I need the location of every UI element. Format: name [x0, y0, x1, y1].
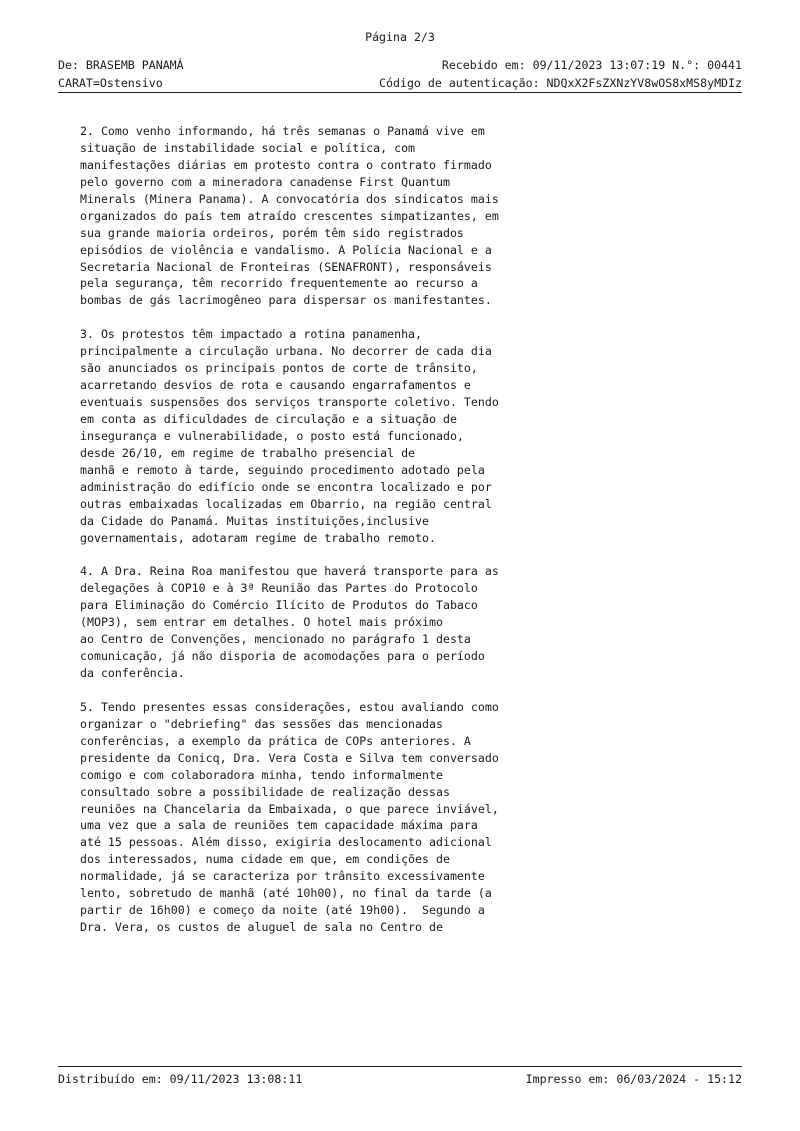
paragraph-line: Dra. Vera, os custos de aluguel de sala no Centro de [80, 920, 443, 935]
paragraph-line: da conferência. [80, 666, 185, 680]
paragraph-line: organizados do país tem atraído crescentes simpatizantes, em [80, 208, 499, 223]
paragraph-4 [80, 563, 640, 682]
paragraph-line: comigo e com colaboradora minha, tendo informalmente [80, 767, 443, 782]
paragraph-line: bombas de gás lacrimogêneo para dispersar os manifestantes. [80, 293, 492, 308]
paragraph-line: manhã e remoto à tarde, seguindo procedimento adotado pela [80, 462, 485, 477]
paragraph-line: 4. A Dra. Reina Roa manifestou que haverá transporte para as [80, 564, 499, 579]
printed-date: Impresso em: 06/03/2024 - 15:12 [525, 1072, 742, 1086]
paragraph-line: (MOP3), sem entrar em detalhes. O hotel mais próximo [80, 615, 443, 630]
paragraph-line: 5. Tendo presentes essas considerações, estou avaliando como [80, 699, 499, 714]
paragraph-line: comunicação, já não disporia de acomodações para o período [80, 649, 485, 664]
paragraph-line: principalmente a circulação urbana. No decorrer de cada dia [80, 344, 492, 359]
received-info: Recebido em: 09/11/2023 13:07:19 N.°: 00441 [441, 58, 742, 72]
paragraph-line: conferências, a exemplo da prática de COPs anteriores. A [80, 733, 471, 748]
sender-label: De: BRASEMB PANAMÁ [58, 58, 184, 72]
paragraph-5 [80, 699, 640, 936]
paragraph-line: Minerals (Minera Panama). A convocatória dos sindicatos mais [80, 191, 499, 206]
paragraph-line: partir de 16h00) e começo da noite (até 19h00). Segundo a [80, 903, 485, 918]
paragraph-line: desde 26/10, em regime de trabalho presencial de [80, 445, 416, 460]
footer-divider [58, 1066, 742, 1067]
paragraph-line: para Eliminação do Comércio Ilícito de Produtos do Tabaco [80, 598, 478, 613]
paragraph-line: situação de instabilidade social e política, com [80, 140, 416, 155]
paragraph-line: manifestações diárias em protesto contra o contrato firmado [80, 157, 492, 172]
footer [58, 1072, 742, 1086]
header-row-classification [58, 76, 742, 90]
paragraph-line: acarretando desvios de rota e causando engarrafamentos e [80, 378, 471, 393]
paragraph-2 [80, 123, 640, 309]
paragraph-line: organizar o "debriefing" das sessões das mencionadas [80, 716, 443, 731]
paragraph-line: governamentais, adotaram regime de trabalho remoto. [80, 530, 436, 545]
paragraph-line: da Cidade do Panamá. Muitas instituições,inclusive [80, 513, 430, 528]
classification-label: CARAT=Ostensivo [58, 76, 163, 90]
paragraph-line: até 15 pessoas. Além disso, exigiria deslocamento adicional [80, 835, 492, 850]
paragraph-line: Secretaria Nacional de Fronteiras (SENAFRONT), responsáveis [80, 259, 492, 274]
authentication-code: Código de autenticação: NDQxX2FsZXNzYV8wOS8xMS8yMDIz [379, 76, 742, 90]
paragraph-line: em conta as dificuldades de circulação e a situação de [80, 411, 457, 426]
paragraph-line: episódios de violência e vandalismo. A Polícia Nacional e a [80, 242, 492, 257]
paragraph-line: pela segurança, têm recorrido frequentemente ao recurso a [80, 276, 478, 291]
paragraph-line: insegurança e vulnerabilidade, o posto está funcionado, [80, 428, 464, 443]
distributed-date: Distribuído em: 09/11/2023 13:08:11 [58, 1072, 303, 1086]
paragraph-line: sua grande maioria ordeiros, porém têm sido registrados [80, 225, 464, 240]
paragraph-line: lento, sobretudo de manhã (até 10h00), no final da tarde (a [80, 886, 492, 901]
document-body [80, 123, 640, 953]
paragraph-line: 2. Como venho informando, há três semanas o Panamá vive em [80, 124, 485, 138]
header-row-sender [58, 58, 742, 72]
paragraph-line: ao Centro de Convenções, mencionado no parágrafo 1 desta [80, 632, 471, 647]
paragraph-line: presidente da Conicq, Dra. Vera Costa e Silva tem conversado [80, 750, 499, 765]
paragraph-line: uma vez que a sala de reuniões tem capacidade máxima para [80, 818, 478, 833]
paragraph-line: outras embaixadas localizadas em Obarrio, na região central [80, 496, 492, 511]
paragraph-line: normalidade, já se caracteriza por trânsito excessivamente [80, 869, 485, 884]
paragraph-3 [80, 326, 640, 546]
paragraph-line: pelo governo com a mineradora canadense First Quantum [80, 174, 450, 189]
paragraph-line: consultado sobre a possibilidade de realização dessas [80, 784, 450, 799]
paragraph-line: eventuais suspensões dos serviços transporte coletivo. Tendo [80, 395, 499, 409]
paragraph-line: dos interessados, numa cidade em que, em condições de [80, 852, 450, 867]
paragraph-line: administração do edifício onde se encontra localizado e por [80, 479, 492, 494]
paragraph-line: delegações à COP10 e à 3ª Reunião das Partes do Protocolo [80, 581, 478, 596]
paragraph-line: são anunciados os principais pontos de corte de trânsito, [80, 361, 478, 376]
header-divider [58, 92, 742, 93]
page-number: Página 2/3 [365, 30, 435, 44]
paragraph-line: 3. Os protestos têm impactado a rotina panamenha, [80, 327, 423, 342]
paragraph-line: reuniões na Chancelaria da Embaixada, o que parece inviável, [80, 801, 499, 816]
